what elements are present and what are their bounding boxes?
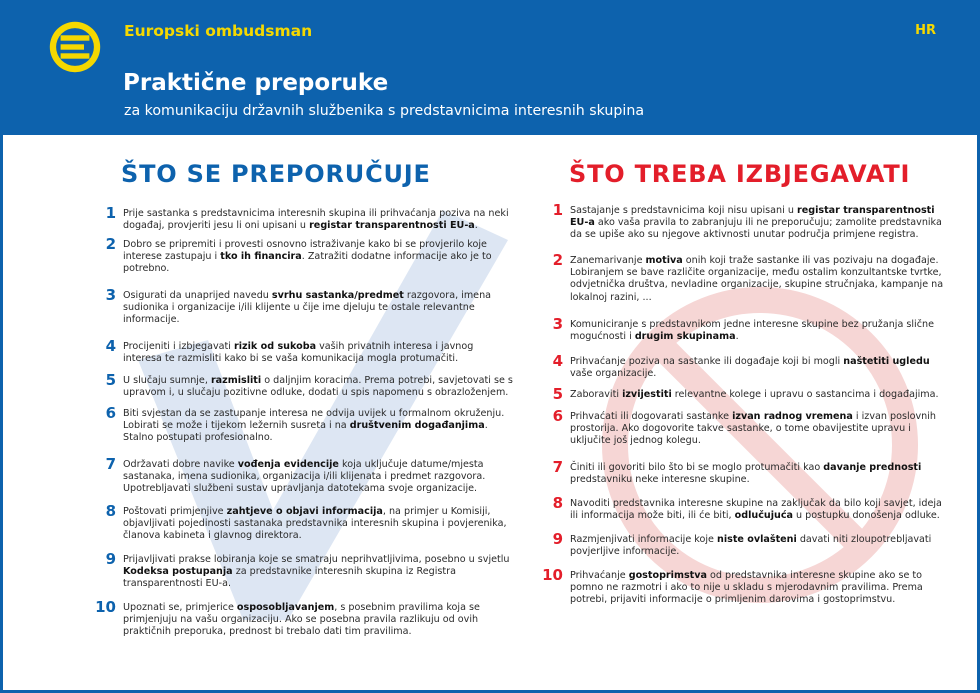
- item-number: 8: [552, 494, 563, 512]
- text-segment: predstavniku neke interesne skupine.: [570, 474, 750, 486]
- bold-phrase: vođenja evidencije: [237, 459, 339, 470]
- list-item: [541, 407, 946, 448]
- text-segment: u postupku donošenja odluke.: [793, 510, 940, 522]
- list-item: [541, 315, 946, 343]
- bold-phrase: niste ovlašteni: [716, 534, 797, 545]
- item-text: [570, 570, 946, 607]
- bold-phrase: izvan radnog vremena: [732, 411, 853, 422]
- ombudsman-logo-icon: [48, 20, 102, 74]
- text-segment: , s posebnim pravilima koja se primjenjuju na vašu organizaciju. Ako se posebna pravila razlikuju od ovih praktičnih preporuka, prednost bi trebalo dati tim pravilima.: [123, 602, 480, 638]
- bold-phrase: registar transparentnosti EU-a: [570, 205, 935, 229]
- text-segment: Prihvaćati ili dogovarati sastanke: [570, 411, 733, 422]
- item-text: [570, 411, 946, 448]
- text-segment: Održavati dobre navike: [123, 459, 238, 470]
- text-segment: .: [735, 331, 739, 343]
- bold-phrase: osposobljavanjem: [236, 602, 335, 613]
- item-text: [123, 459, 514, 496]
- list-item: [94, 286, 514, 327]
- text-segment: o daljnjim koracima. Prema potrebi, savjetovati se s upravom i, u slučaju pozitivne odluke, dodati u spis napomenu s obrazloženjem.: [123, 375, 513, 399]
- text-segment: Navoditi predstavnika interesne skupine na zaključak da bilo koji savjet, ideja ili informacija može biti, ili će biti,: [570, 498, 942, 522]
- text-segment: Osigurati da unaprijed navedu: [123, 290, 272, 301]
- item-number: 1: [552, 201, 563, 219]
- text-segment: koja uključuje datume/mjesta sastanaka, imena sudionika, organizacija i/ili klijenata i predmet razgovora. Upotrebljavati službeni sustav upravljanja datotekama svoje organizacije.: [123, 459, 486, 495]
- list-item: [94, 455, 514, 496]
- text-segment: , na primjer u Komisiji, objavljivati pojedinosti sastanaka predstavnika interesnih skupina i povjerenika, članova kabineta i glavnog direktora.: [123, 506, 507, 542]
- list-item: [94, 337, 514, 365]
- item-text: [570, 498, 946, 522]
- item-text: [123, 290, 514, 327]
- item-number: 3: [552, 315, 563, 333]
- text-segment: Razmjenjivati informacije koje: [570, 534, 717, 545]
- text-segment: Komuniciranje s predstavnikom jedne interesne skupine bez pružanja slične mogućnosti i: [570, 319, 934, 343]
- page-subtitle: za komunikaciju državnih službenika s predstavnicima interesnih skupina: [124, 103, 645, 119]
- text-segment: Sastajanje s predstavnicima koji nisu upisani u: [570, 205, 797, 216]
- recommended-heading: ŠTO SE PREPORUČUJE: [121, 160, 431, 188]
- item-number: 9: [552, 530, 563, 548]
- bold-phrase: tko ih financira: [220, 251, 302, 263]
- text-segment: Prije sastanka s predstavnicima interesnih skupina ili prihvaćanja poziva na neki događaj, provjeriti jesu li oni upisani u: [123, 208, 509, 232]
- bold-phrase: društvenim događanjima: [349, 420, 485, 432]
- item-number: 5: [105, 371, 116, 389]
- item-text: [123, 506, 514, 543]
- bold-phrase: rizik od sukoba: [234, 341, 317, 352]
- text-segment: Zanemarivanje: [570, 255, 646, 266]
- bold-phrase: svrhu sastanka/predmet: [271, 290, 404, 301]
- list-item: [94, 204, 514, 232]
- item-number: 4: [105, 337, 116, 355]
- list-item: [94, 404, 514, 445]
- item-text: [123, 239, 514, 276]
- list-item: [94, 502, 514, 543]
- avoid-heading: ŠTO TREBA IZBJEGAVATI: [569, 160, 911, 188]
- bold-phrase: gostoprimstva: [628, 570, 707, 581]
- text-segment: od predstavnika interesne skupine ako se to pomno ne razmotri i ako to nije u skladu s mjerodavnim pravilima. Prema potrebi, prijaviti informacije o primljenim darovima i gostoprimstvu.: [570, 570, 923, 606]
- bold-phrase: izvijestiti: [622, 389, 672, 400]
- list-item: [94, 371, 514, 399]
- bold-phrase: odlučujuća: [734, 510, 793, 522]
- text-segment: U slučaju sumnje,: [123, 375, 211, 386]
- list-item: [541, 352, 946, 380]
- bold-phrase: naštetiti ugledu: [843, 356, 930, 367]
- text-segment: Prihvaćanje: [570, 570, 629, 581]
- text-segment: davati niti zloupotrebljavati povjerljive informacije.: [570, 534, 932, 558]
- list-item: [541, 251, 946, 304]
- header-banner: [0, 0, 980, 135]
- bold-phrase: davanje prednosti: [823, 462, 922, 473]
- item-number: 8: [105, 502, 116, 520]
- text-segment: .: [474, 220, 478, 232]
- list-item: [94, 598, 514, 639]
- bold-phrase: zahtjeve o objavi informacija: [226, 506, 383, 517]
- text-segment: razgovora, imena sudionika i organizacije i/ili klijente u čije ime djeluju te ostale relevantne informacije.: [123, 290, 492, 326]
- list-item: [541, 385, 946, 403]
- text-segment: . Stalno postupati profesionalno.: [123, 420, 488, 444]
- text-segment: Dobro se pripremiti i provesti osnovno istraživanje kako bi se provjerilo koje interese zastupaju i: [123, 239, 487, 263]
- item-text: [570, 205, 946, 242]
- item-text: [123, 208, 514, 232]
- text-segment: Činiti ili govoriti bilo što bi se moglo protumačiti kao: [570, 462, 824, 473]
- text-segment: Upoznati se, primjerice: [123, 602, 237, 613]
- text-segment: za predstavnike interesnih skupina iz Registra transparentnosti EU-a.: [123, 566, 456, 590]
- list-item: [541, 201, 946, 242]
- item-number: 6: [105, 404, 116, 422]
- organization-name: Europski ombudsman: [124, 22, 313, 40]
- item-number: 7: [552, 458, 563, 476]
- bold-phrase: razmisliti: [210, 375, 262, 386]
- item-number: 10: [542, 566, 563, 584]
- list-item: [541, 530, 946, 558]
- text-segment: . Zatražiti dodatne informacije ako je to potrebno.: [123, 251, 492, 275]
- item-number: 2: [105, 235, 116, 253]
- bold-phrase: Kodeksa postupanja: [123, 566, 233, 578]
- text-segment: Prijavljivati prakse lobiranja koje se smatraju neprihvatljivima, posebno u svjetlu: [123, 554, 510, 565]
- list-item: [541, 494, 946, 522]
- item-text: [123, 375, 514, 399]
- page-title: Praktične preporuke: [123, 70, 389, 96]
- item-text: [123, 602, 514, 639]
- item-number: 6: [552, 407, 563, 425]
- item-text: [123, 554, 514, 591]
- item-text: [570, 389, 946, 401]
- text-segment: Poštovati primjenjive: [123, 506, 227, 517]
- item-text: [123, 341, 514, 365]
- list-item: [541, 566, 946, 607]
- item-text: [123, 408, 514, 445]
- item-text: [570, 534, 946, 558]
- language-code: HR: [915, 23, 936, 38]
- item-number: 10: [95, 598, 116, 616]
- item-number: 7: [105, 455, 116, 473]
- bold-phrase: registar transparentnosti EU-a: [309, 220, 475, 232]
- item-text: [570, 462, 946, 486]
- item-number: 5: [552, 385, 563, 403]
- item-number: 4: [552, 352, 563, 370]
- list-item: [541, 458, 946, 486]
- text-segment: Prihvaćanje poziva na sastanke ili događaje koji bi mogli: [570, 356, 844, 367]
- text-segment: onih koji traže sastanke ili vas pozivaju na događaje. Lobiranjem se bave različite organizacije, među ostalim konzultantske tvrtke, odvjetnička društva, nevladine organizacije, skupine stručnjaka, kampanje na lokalnoj razini, ...: [570, 255, 944, 303]
- text-segment: Biti svjestan da se zastupanje interesa ne odvija uvijek u formalnom okruženju. Lobirati se može i tijekom ležernih susreta i na: [123, 408, 505, 432]
- text-segment: relevantne kolege i upravu o sastancima i događajima.: [671, 389, 939, 400]
- item-number: 9: [105, 550, 116, 568]
- list-item: [94, 550, 514, 591]
- text-segment: i izvan poslovnih prostorija. Ako dogovorite takve sastanke, o tome obavijestite upravu i uključite još jednog kolegu.: [570, 411, 937, 447]
- text-segment: vaše organizacije.: [570, 368, 657, 380]
- item-text: [570, 255, 946, 304]
- item-number: 3: [105, 286, 116, 304]
- item-number: 2: [552, 251, 563, 269]
- bold-phrase: drugim skupinama: [634, 331, 736, 343]
- text-segment: ako vaša pravila to zabranjuju ili ne preporučuju; zamolite predstavnika da se upiše ako su njegove aktivnosti unutar područja primjene registra.: [570, 217, 942, 241]
- item-text: [570, 356, 946, 380]
- list-item: [94, 235, 514, 276]
- text-segment: Procijeniti i izbjegavati: [123, 341, 235, 352]
- text-segment: Zaboraviti: [570, 389, 623, 400]
- item-text: [570, 319, 946, 343]
- item-number: 1: [105, 204, 116, 222]
- text-segment: vaših privatnih interesa i javnog interesa te razmisliti kako bi se vaša komunikacija mogla protumačiti.: [123, 341, 474, 365]
- bold-phrase: motiva: [645, 255, 683, 266]
